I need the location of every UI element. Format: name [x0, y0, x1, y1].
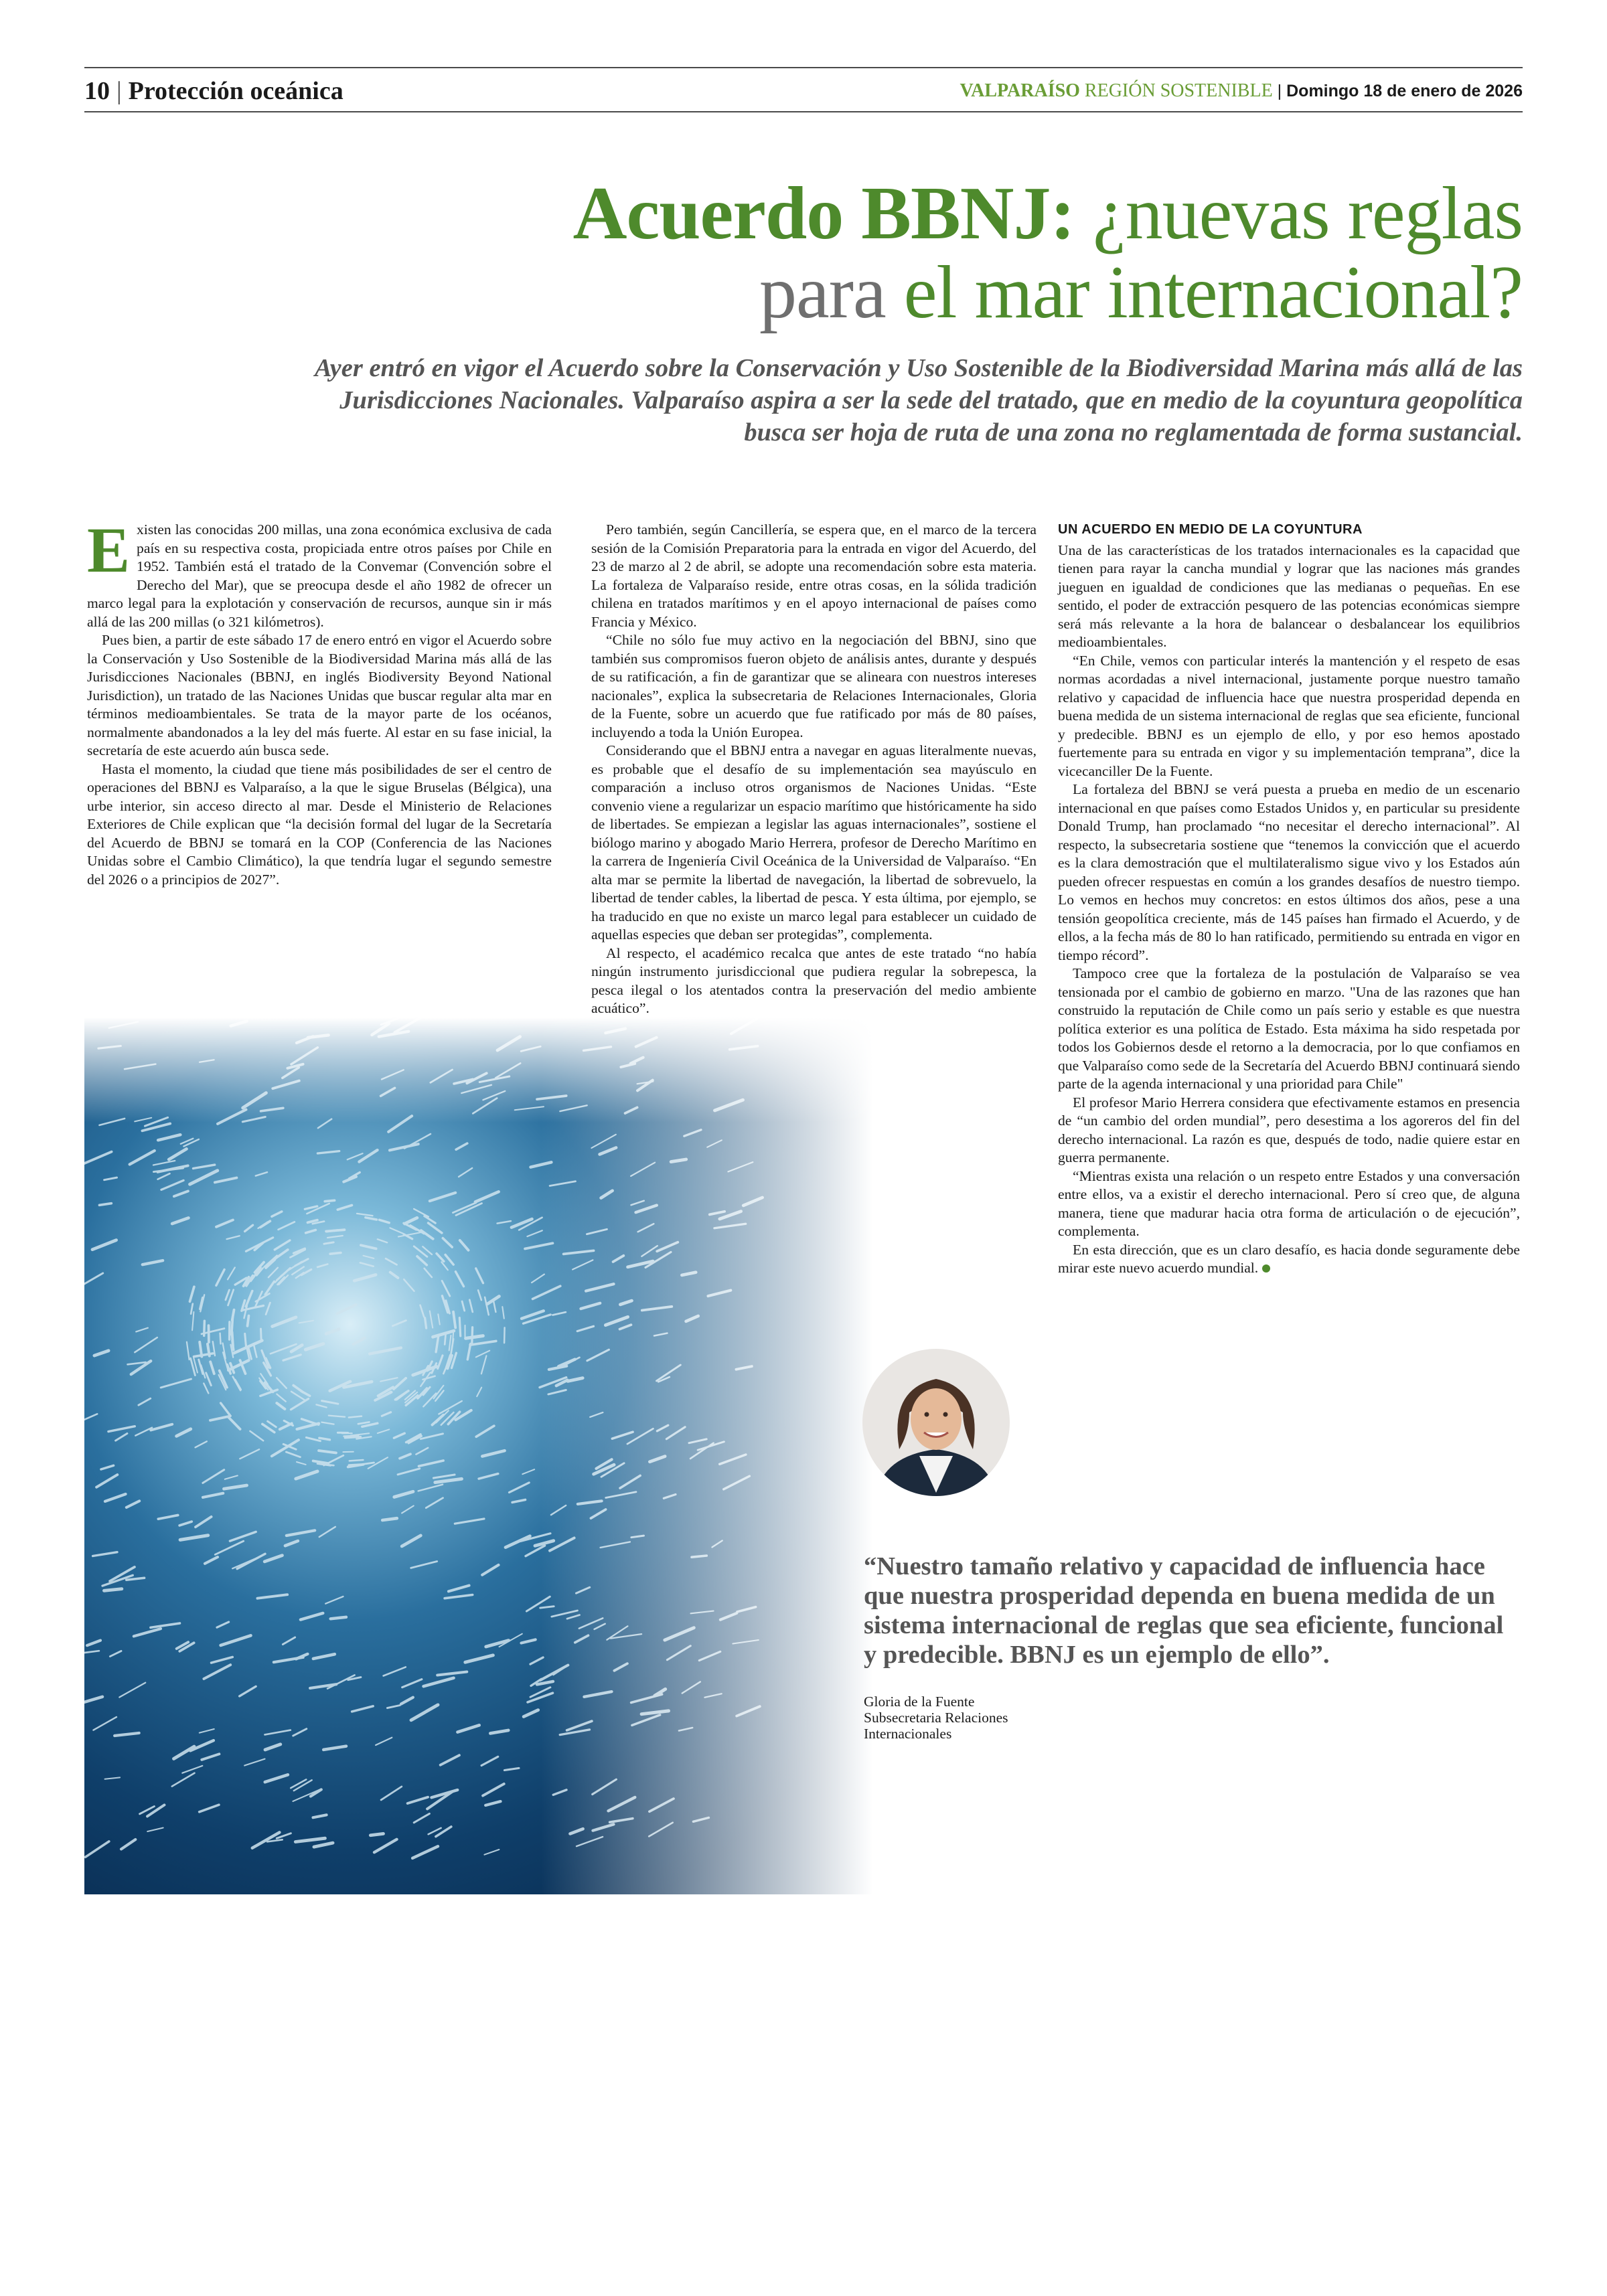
header-masthead: VALPARAÍSO REGIÓN SOSTENIBLE | Domingo 18 de enero de 2026: [960, 80, 1523, 101]
header-rule: [84, 111, 1523, 112]
paragraph: Al respecto, el académico recalca que antes de este tratado “no había ningún instrumento jurisdiccional que pudiera regular la sobrepesca, la pesca ilegal o los atentados contra la preservación del medio ambiente acuático”.: [591, 945, 1037, 1016]
article-column-2: [591, 521, 1037, 1018]
headline-part-2: ¿nuevas reglas: [1074, 172, 1523, 255]
article-column-1: [87, 514, 552, 889]
paragraph: Tampoco cree que la fortaleza de la postulación de Valparaíso se vea tensionada por el cambio de gobierno en marzo. "Una de las razones que han construido la reputación de Chile como un país serio y estable es que nuestra política exterior es una política de Estado. Esta máxima ha sido respetada por todos los Gobiernos desde el retorno a la democracia, por lo que confiamos en que Valparaíso como sede de la Secretaría del Acuerdo BBNJ continuará siendo parte de la agenda internacional y una prioridad para Chile": [1058, 965, 1520, 1092]
paragraph: Considerando que el BBNJ entra a navegar en aguas literalmente nuevas, es probable que el desafío de su implementación sea mayúsculo en comparación a incluso otros organismos de Naciones Unidas. “Este convenio viene a regularizar un espacio marítimo que históricamente ha sido de libertades. Se empiezan a legislar las aguas internacionales”, sostiene el biólogo marino y abogado Mario Herrera, profesor de Derecho Marítimo en la carrera de Ingeniería Civil Oceánica de la Universidad de Valparaíso. “En alta mar se permite la libertad de navegación, la libertad de sobrevuelo, la libertad de tender cables, la libertad de pesca. Y esta última, por ejemplo, se ha traducido en que no existe un marco legal para establecer un cuidado de aquellas especies que deban ser protegidas”, complementa.: [591, 742, 1037, 942]
brand-tag: REGIÓN SOSTENIBLE: [1084, 80, 1273, 101]
paragraph: “Chile no sólo fue muy activo en la negociación del BBNJ, sino que también sus compromisos fueron objeto de análisis antes, durante y después de su ratificación, a fin de garantizar que se alineara con nuestros intereses nacionales”, explica la subsecretaria de Relaciones Internacionales, Gloria de la Fuente, sobre un acuerdo que fue ratificado por más de 80 países, incluyendo a toda la Unión Europea.: [591, 632, 1037, 740]
paragraph: Existen las conocidas 200 millas, una zona económica exclusiva de cada país en su respectiva costa, propiciada entre otros países por Chile en 1952. También está el tratado de la Convemar (Convención sobre el Derecho del Mar), que se preocupa desde el año 1982 de ofrecer un marco legal para la explotación y conservación de recursos, aunque sin ir más allá de las 200 millas (o 321 kilómetros).: [87, 514, 552, 630]
issue-date: Domingo 18 de enero de 2026: [1286, 82, 1523, 100]
headline-part-3: para: [759, 251, 904, 334]
paragraph: Pero también, según Cancillería, se espera que, en el marco de la tercera sesión de la Comisión Preparatoria para la entrada en vigor del Acuerdo, del 23 de marzo al 2 de abril, se adopte una recomendación sobre esta materia. La fortaleza de Valparaíso reside, entre otras cosas, en la sólida tradición chilena en tratados marítimos y en el apoyo internacional de países como Francia y México.: [591, 521, 1037, 630]
page-header: [84, 72, 1523, 110]
page-number: 10: [84, 77, 110, 105]
paragraph: Una de las características de los tratados internacionales es la capacidad que tienen para rayar la cancha mundial y lograr que las naciones más grandes jueguen en igualdad de condiciones que las medianas o pequeñas. En ese sentido, el poder de extracción pesquero de las potencias económicas siempre será más relevante a la hora de balancear o desbalancear los equilibrios medioambientales.: [1058, 542, 1520, 650]
section-name: Protección oceánica: [128, 77, 343, 105]
paragraph: La fortaleza del BBNJ se verá puesta a prueba en medio de un escenario internacional en que países como Estados Unidos y, en particular su presidente Donald Trump, han proclamado “no necesitar el derecho internacional”. Al respecto, la subsecretaria sostiene que “tenemos la convicción que el acuerdo es la clara demostración que el multilateralismo sigue vivo y los Estados aún pueden ofrecer respuestas en común a los grandes desafíos de nuestro tiempo. Lo vemos en hechos muy concretos: en estos últimos dos años, pese a una tensión geopolítica creciente, más de 145 países han firmado el Acuerdo, y de ellos, a la fecha más de 80 lo han ratificado, permitiendo su entrada en vigor en tiempo récord”.: [1058, 781, 1520, 963]
end-mark-icon: [1262, 1264, 1270, 1273]
headline-part-1: Acuerdo BBNJ:: [572, 172, 1075, 255]
header-section-label: 10 | Protección oceánica: [84, 77, 343, 105]
pull-quote-role: Subsecretaria Relaciones Internacionales: [864, 1710, 1008, 1742]
paragraph: El profesor Mario Herrera considera que efectivamente estamos en presencia de “un cambio del orden mundial”, pero desestima a los agoreros del fin del derecho internacional. La razón es que, después de todo, nadie quiere estar en guerra permanente.: [1058, 1094, 1520, 1165]
subheading: UN ACUERDO EN MEDIO DE LA COYUNTURA: [1058, 522, 1363, 537]
article-column-3: [1058, 521, 1520, 1278]
standfirst: Ayer entró en vigor el Acuerdo sobre la Conservación y Uso Sostenible de la Biodiversidad Marina más allá de las Jurisdicciones Nacionales. Valparaíso aspira a ser la sede del tratado, que en medio de la coyuntura geopolítica busca ser hoja de ruta de una zona no reglamentada de forma sustancial.: [314, 354, 1523, 446]
pull-quote-text: “Nuestro tamaño relativo y capacidad de influencia hace que nuestra prosperidad dependa en buena medida de un sistema internacional de reglas que sea eficiente, funcional y predecible. BBNJ es un ejemplo de ello”.: [864, 1552, 1504, 1669]
pull-quote: [864, 1552, 1520, 1742]
gloria-de-la-fuente-portrait: [862, 1349, 1010, 1496]
headline: [250, 174, 1523, 332]
paragraph: En esta dirección, que es un claro desafío, es hacia donde seguramente debe mirar este nuevo acuerdo mundial.: [1058, 1241, 1520, 1276]
paragraph: “En Chile, vemos con particular interés la mantención y el respeto de esas normas acordadas a nivel internacional, justamente porque nuestro tamaño relativo y capacidad de influencia hace que nuestra prosperidad dependa en buena medida de un sistema internacional de reglas que sea eficiente, funcional y predecible. BBNJ es un ejemplo de ello, y por eso hemos apostado fuertemente para su entrada en vigor y su implementación temprana”, dice la vicecanciller De la Fuente.: [1058, 652, 1520, 779]
headline-part-4: el mar internacional?: [903, 251, 1523, 334]
drop-cap: E: [87, 514, 131, 586]
paragraph: “Mientras exista una relación o un respeto entre Estados y una conversación entre ellos, va a existir el derecho internacional. Pero sí creo que, de alguna manera, tiene que madurar hacia otra forma de articulación o de ejecución”, complementa.: [1058, 1167, 1520, 1239]
paragraph: Pues bien, a partir de este sábado 17 de enero entró en vigor el Acuerdo sobre la Conservación y Uso Sostenible de la Biodiversidad Marina más allá de las Jurisdicciones Nacionales (BBNJ, en inglés Biodiversity Beyond National Jurisdiction), un tratado de las Naciones Unidas que buscar regular alta mar en términos medioambientales. Se trata de la mayor parte de los océanos, normalmente abandonados a la ley del más fuerte. Al estar en su fase inicial, la secretaría de este acuerdo aún busca sede.: [87, 632, 552, 758]
paragraph: Hasta el momento, la ciudad que tiene más posibilidades de ser el centro de operaciones del BBNJ es Valparaíso, a la que le sigue Bruselas (Bélgica), una urbe interior, sin acceso directo al mar. Desde el Ministerio de Relaciones Exteriores de Chile explican que “la decisión formal del lugar de la Secretaría del Acuerdo de BBNJ se tomará en la COP (Conferencia de las Naciones Unidas sobre el Cambio Climático), la que tendría lugar el segundo semestre del 2026 o a principios de 2027”.: [87, 760, 552, 888]
brand-name: VALPARAÍSO: [960, 80, 1080, 101]
ocean-fish-school-photo: [84, 1017, 915, 1894]
pull-quote-author: Gloria de la Fuente: [864, 1694, 975, 1710]
top-rule: [84, 67, 1523, 68]
